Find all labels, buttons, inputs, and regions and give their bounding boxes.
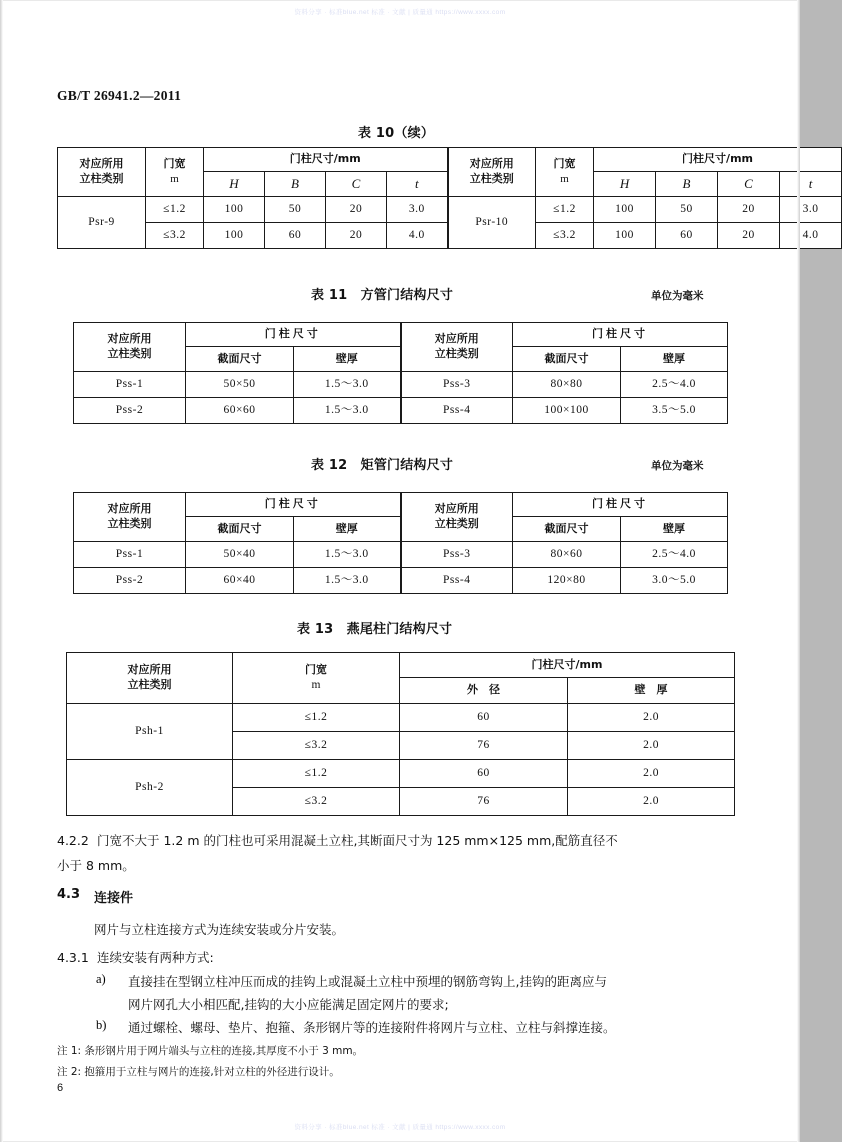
table12-left-type-2: Pss-2	[74, 568, 186, 594]
table13-group2-outer-1: 60	[400, 760, 568, 788]
table10-left-group-header: 门柱尺寸/mm	[204, 148, 448, 172]
table13-group1-width-1: ≤1.2	[233, 704, 400, 732]
table12-left-section-1: 50×40	[186, 542, 294, 568]
table11-right-col1-header: 对应所用 立柱类别	[401, 323, 513, 372]
page-number: 6	[57, 1082, 64, 1094]
table12-right-type-2: Pss-4	[401, 568, 513, 594]
table10-right-H-2: 100	[594, 223, 656, 249]
table10-right-B-1: 50	[656, 197, 718, 223]
table13-group1-thickness-2: 2.0	[568, 732, 735, 760]
table10-right-sub-B: B	[656, 172, 718, 197]
table10-right-group-header: 门柱尺寸/mm	[594, 148, 842, 172]
table-row	[74, 493, 728, 517]
table-11	[73, 322, 728, 424]
table10-right-type: Psr-10	[448, 197, 536, 249]
table11-left-group-header: 门柱尺寸	[186, 323, 401, 347]
list-item-b-label: b)	[96, 1018, 107, 1032]
table13-group1-outer-1: 60	[400, 704, 568, 732]
table12-left-thickness-1: 1.5～3.0	[294, 542, 401, 568]
table10-right-width-2: ≤3.2	[536, 223, 594, 249]
clause-4-2-2-number: 4.2.2	[57, 833, 89, 848]
table13-col2-header: 门宽 m	[233, 653, 400, 704]
table12-right-type-1: Pss-3	[401, 542, 513, 568]
clause-4-3-1-number: 4.3.1	[57, 950, 89, 965]
table10-right-sub-t: t	[780, 172, 842, 197]
table13-col1-header: 对应所用 立柱类别	[67, 653, 233, 704]
list-item-a-label: a)	[96, 972, 106, 986]
table12-left-thickness-2: 1.5～3.0	[294, 568, 401, 594]
table11-right-thickness-2: 3.5～5.0	[621, 398, 728, 424]
table12-right-col1-header: 对应所用 立柱类别	[401, 493, 513, 542]
table11-right-group-header: 门柱尺寸	[513, 323, 728, 347]
table12-right-group-header: 门柱尺寸	[513, 493, 728, 517]
table-row	[74, 398, 728, 424]
table12-left-type-1: Pss-1	[74, 542, 186, 568]
list-item-b-line1: 通过螺栓、螺母、垫片、抱箍、条形钢片等的连接附件将网片与立柱、立柱与斜撑连接。	[128, 1020, 616, 1035]
clause-4-2-2-line1: 门宽不大于 1.2 m 的门柱也可采用混凝土立柱,其断面尺寸为 125 mm×125 mm,配筋直径不	[97, 833, 618, 848]
table12-left-col1-header: 对应所用 立柱类别	[74, 493, 186, 542]
table10-left-width-1: ≤1.2	[146, 197, 204, 223]
table13-group2-thickness-2: 2.0	[568, 788, 735, 816]
table-row	[67, 653, 735, 678]
table10-left-H-2: 100	[204, 223, 265, 249]
watermark-bottom: 资料分享 · 标准blue.net 标准 · 文献 | 质量通 https://www.xxxx.com	[294, 1124, 506, 1131]
table13-sub-outer: 外 径	[400, 678, 568, 704]
table10-right-C-1: 20	[718, 197, 780, 223]
table-row	[74, 323, 728, 347]
table12-right-thickness-1: 2.5～4.0	[621, 542, 728, 568]
table12-left-sub-section: 截面尺寸	[186, 517, 294, 542]
note-2: 注 2: 抱箍用于立柱与网片的连接,针对立柱的外径进行设计。	[57, 1066, 340, 1078]
table10-left-sub-C: C	[326, 172, 387, 197]
table-row	[67, 704, 735, 732]
table13-group1-outer-2: 76	[400, 732, 568, 760]
table-row	[74, 542, 728, 568]
table11-left-type-1: Pss-1	[74, 372, 186, 398]
table11-right-sub-section: 截面尺寸	[513, 347, 621, 372]
table10-right-C-2: 20	[718, 223, 780, 249]
clause-4-3-1-title: 连续安装有两种方式:	[97, 950, 214, 965]
table10-left-col1-header: 对应所用 立柱类别	[58, 148, 146, 197]
table13-group2-thickness-1: 2.0	[568, 760, 735, 788]
table10-right-col1-header: 对应所用 立柱类别	[448, 148, 536, 197]
table11-right-type-2: Pss-4	[401, 398, 513, 424]
table10-left-sub-H: H	[204, 172, 265, 197]
table-row	[58, 197, 842, 223]
clause-4-3-paragraph: 网片与立柱连接方式为连续安装或分片安装。	[94, 922, 345, 937]
table-row	[74, 372, 728, 398]
table11-left-col1-header: 对应所用 立柱类别	[74, 323, 186, 372]
table10-right-t-2: 4.0	[780, 223, 842, 249]
table10-right-sub-H: H	[594, 172, 656, 197]
table12-right-sub-thickness: 壁厚	[621, 517, 728, 542]
table13-group1-type: Psh-1	[67, 704, 233, 760]
table10-left-sub-t: t	[387, 172, 448, 197]
table11-right-thickness-1: 2.5～4.0	[621, 372, 728, 398]
table-10	[57, 147, 842, 249]
table11-right-section-1: 80×80	[513, 372, 621, 398]
table-13	[66, 652, 735, 816]
table11-caption: 表 11 方管门结构尺寸	[311, 288, 454, 303]
table11-left-sub-section: 截面尺寸	[186, 347, 294, 372]
table10-left-type: Psr-9	[58, 197, 146, 249]
table-row	[74, 568, 728, 594]
table10-caption: 表 10（续）	[358, 126, 435, 141]
table13-group1-thickness-1: 2.0	[568, 704, 735, 732]
table-row	[58, 148, 842, 172]
table11-right-type-1: Pss-3	[401, 372, 513, 398]
table13-group2-outer-2: 76	[400, 788, 568, 816]
table12-right-thickness-2: 3.0～5.0	[621, 568, 728, 594]
table11-right-section-2: 100×100	[513, 398, 621, 424]
table-12	[73, 492, 728, 594]
table13-group2-width-2: ≤3.2	[233, 788, 400, 816]
clause-4-2-2-line2: 小于 8 mm。	[57, 858, 135, 873]
table10-left-B-1: 50	[265, 197, 326, 223]
clause-4-3-title: 连接件	[94, 891, 134, 906]
table10-right-B-2: 60	[656, 223, 718, 249]
table11-left-section-1: 50×50	[186, 372, 294, 398]
table13-group2-width-1: ≤1.2	[233, 760, 400, 788]
table10-right-H-1: 100	[594, 197, 656, 223]
table10-right-t-1: 3.0	[780, 197, 842, 223]
table11-right-sub-thickness: 壁厚	[621, 347, 728, 372]
table10-right-width-1: ≤1.2	[536, 197, 594, 223]
table10-right-col2-header: 门宽 m	[536, 148, 594, 197]
table10-left-width-2: ≤3.2	[146, 223, 204, 249]
table13-group1-width-2: ≤3.2	[233, 732, 400, 760]
table10-left-B-2: 60	[265, 223, 326, 249]
table-row	[67, 760, 735, 788]
table12-caption: 表 12 矩管门结构尺寸	[311, 458, 454, 473]
list-item-a-line1: 直接挂在型钢立柱冲压而成的挂钩上或混凝土立柱中预埋的钢筋弯钩上,挂钩的距离应与	[128, 974, 607, 989]
table11-left-thickness-2: 1.5～3.0	[294, 398, 401, 424]
clause-4-3-number: 4.3	[57, 887, 81, 902]
note-1: 注 1: 条形钢片用于网片端头与立柱的连接,其厚度不小于 3 mm。	[57, 1045, 364, 1057]
table13-sub-thickness: 壁 厚	[568, 678, 735, 704]
table11-left-thickness-1: 1.5～3.0	[294, 372, 401, 398]
table12-right-sub-section: 截面尺寸	[513, 517, 621, 542]
watermark-top: 资料分享 · 标准blue.net 标准 · 文献 | 质量通 https://www.xxxx.com	[294, 9, 506, 16]
table12-unit: 单位为毫米	[651, 460, 704, 472]
table10-left-col2-header: 门宽 m	[146, 148, 204, 197]
table10-left-H-1: 100	[204, 197, 265, 223]
table10-left-t-2: 4.0	[387, 223, 448, 249]
table12-left-sub-thickness: 壁厚	[294, 517, 401, 542]
table12-left-section-2: 60×40	[186, 568, 294, 594]
table12-right-section-2: 120×80	[513, 568, 621, 594]
standard-number-header: GB/T 26941.2—2011	[57, 88, 182, 103]
table12-left-group-header: 门柱尺寸	[186, 493, 401, 517]
table10-right-sub-C: C	[718, 172, 780, 197]
table13-group-header: 门柱尺寸/mm	[400, 653, 735, 678]
list-item-a-line2: 网片网孔大小相匹配,挂钩的大小应能满足固定网片的要求;	[128, 997, 449, 1012]
table10-left-C-2: 20	[326, 223, 387, 249]
table10-left-t-1: 3.0	[387, 197, 448, 223]
table12-right-section-1: 80×60	[513, 542, 621, 568]
table10-left-sub-B: B	[265, 172, 326, 197]
table11-left-section-2: 60×60	[186, 398, 294, 424]
table13-group2-type: Psh-2	[67, 760, 233, 816]
table11-unit: 单位为毫米	[651, 290, 704, 302]
table11-left-sub-thickness: 壁厚	[294, 347, 401, 372]
table10-left-C-1: 20	[326, 197, 387, 223]
table11-left-type-2: Pss-2	[74, 398, 186, 424]
table13-caption: 表 13 燕尾柱门结构尺寸	[297, 622, 453, 637]
